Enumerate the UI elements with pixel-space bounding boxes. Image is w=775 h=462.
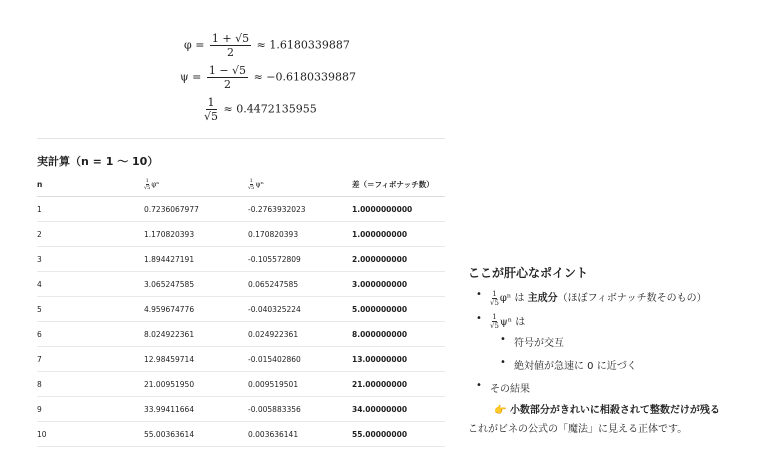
item1-frac-den: √5 — [490, 298, 499, 307]
inverse-sqrt5-formula — [202, 96, 317, 123]
cell-psi: -0.040325224 — [248, 297, 352, 322]
key-points-title: ここが肝心なポイント — [468, 266, 589, 280]
header-phi-frac-den: √5 — [144, 184, 151, 191]
table-row — [37, 372, 445, 397]
item1-bold: 主成分 — [527, 293, 558, 304]
phi-formula — [184, 32, 350, 59]
item2-fraction — [490, 313, 499, 330]
table-row — [37, 322, 445, 347]
cell-n: 6 — [37, 322, 144, 347]
cell-psi: -0.2763932023 — [248, 197, 352, 222]
table-row — [37, 222, 445, 247]
inverse-value: ≈ 0.4472135955 — [223, 102, 317, 116]
item2-term: ψⁿ — [499, 316, 513, 328]
cell-n: 7 — [37, 347, 144, 372]
table-body — [37, 197, 445, 447]
cell-psi: 0.170820393 — [248, 222, 352, 247]
phi-value: ≈ 1.6180339887 — [256, 38, 350, 52]
cell-psi: -0.005883356 — [248, 397, 352, 422]
header-psi-term — [248, 172, 352, 197]
cell-phi: 1.170820393 — [144, 222, 248, 247]
psi-formula — [180, 64, 356, 91]
psi-fraction — [207, 64, 248, 91]
header-difference: 差（＝フィボナッチ数） — [352, 172, 445, 197]
inverse-numerator: 1 — [207, 96, 215, 109]
cell-psi: 0.009519501 — [248, 372, 352, 397]
table-header-row — [37, 172, 445, 197]
header-psi-power: ψⁿ — [255, 180, 264, 188]
cell-diff: 13.00000000 — [352, 347, 445, 372]
item1-note: （ほぼフィボナッチ数そのもの） — [557, 293, 707, 304]
cell-n: 10 — [37, 422, 144, 447]
key-points-list — [468, 289, 768, 395]
phi-fraction — [210, 32, 251, 59]
cell-diff: 55.00000000 — [352, 422, 445, 447]
cell-n: 1 — [37, 197, 144, 222]
item1-fraction — [490, 290, 499, 307]
cell-psi: 0.003636141 — [248, 422, 352, 447]
item1-term: φⁿ — [499, 293, 512, 304]
item2-sublist — [490, 334, 768, 372]
cell-n: 9 — [37, 397, 144, 422]
cell-diff: 3.000000000 — [352, 272, 445, 297]
inverse-denominator: √5 — [204, 110, 219, 123]
table-row — [37, 422, 445, 447]
cell-phi: 0.7236067977 — [144, 197, 248, 222]
cell-diff: 5.000000000 — [352, 297, 445, 322]
cell-diff: 1.000000000 — [352, 222, 445, 247]
header-psi-frac-num: 1 — [249, 177, 253, 184]
cell-psi: 0.024922361 — [248, 322, 352, 347]
header-n: n — [37, 172, 144, 197]
header-psi-frac-den: √5 — [248, 184, 255, 191]
phi-lhs: φ = — [184, 38, 205, 52]
item2-frac-num: • 1 — [492, 313, 497, 321]
table-row — [37, 247, 445, 272]
table-row — [37, 397, 445, 422]
cell-n: 2 — [37, 222, 144, 247]
phi-numerator: 1 + √5 — [211, 32, 250, 45]
psi-numerator: 1 − √5 — [208, 64, 247, 77]
closing-sentence: これがビネの公式の「魔法」に見える正体です。 — [468, 424, 688, 435]
cell-n: 5 — [37, 297, 144, 322]
cell-diff: 1.0000000000 — [352, 197, 445, 222]
item2-frac-den: √5 — [490, 322, 499, 330]
table-row — [37, 347, 445, 372]
sub-list-item: • 絶対値が急速に 0 に近づく — [490, 357, 768, 372]
header-phi-fraction — [144, 178, 150, 191]
cell-phi: 3.065247585 — [144, 272, 248, 297]
header-phi-power: φⁿ — [151, 180, 160, 188]
cell-psi: -0.015402860 — [248, 347, 352, 372]
cell-phi: 8.024922361 — [144, 322, 248, 347]
result-highlight — [494, 401, 768, 416]
key-points-panel — [468, 264, 768, 416]
header-phi-frac-num: 1 — [145, 177, 149, 184]
cell-n: 8 — [37, 372, 144, 397]
table-row — [37, 272, 445, 297]
section-divider — [37, 138, 445, 139]
cell-n: 3 — [37, 247, 144, 272]
cell-psi: -0.105572809 — [248, 247, 352, 272]
cell-phi: 55.00363614 — [144, 422, 248, 447]
list-item: • その結果 — [468, 380, 768, 395]
header-psi-fraction — [248, 178, 254, 191]
cell-phi: 33.99411664 — [144, 397, 248, 422]
list-item — [468, 313, 768, 373]
cell-n: 4 — [37, 272, 144, 297]
cell-phi: 21.00951950 — [144, 372, 248, 397]
cell-phi: 12.98459714 — [144, 347, 248, 372]
calculation-table — [37, 172, 445, 447]
item1-is: は — [514, 293, 525, 304]
highlight-text: 小数部分がきれいに相殺されて整数だけが残る — [509, 405, 720, 416]
cell-diff: 8.000000000 — [352, 322, 445, 347]
list-item — [468, 289, 768, 307]
table-row — [37, 297, 445, 322]
section-title: 実計算（n = 1 〜 10） — [37, 155, 159, 168]
psi-lhs: ψ = — [180, 70, 202, 84]
sub-list-item: • 符号が交互 — [490, 334, 768, 349]
cell-diff: 21.00000000 — [352, 372, 445, 397]
table-row — [37, 197, 445, 222]
item1-frac-num: • 1 — [492, 289, 497, 298]
pointing-hand-icon: 👉 — [494, 405, 507, 416]
psi-denominator: 2 — [223, 78, 231, 91]
cell-diff: 34.00000000 — [352, 397, 445, 422]
cell-phi: 4.959674776 — [144, 297, 248, 322]
header-phi-term — [144, 172, 248, 197]
item2-is: は — [515, 316, 526, 328]
cell-psi: 0.065247585 — [248, 272, 352, 297]
psi-value: ≈ −0.6180339887 — [253, 70, 356, 84]
phi-denominator: 2 — [227, 46, 235, 59]
inverse-sqrt5-fraction — [204, 96, 218, 123]
cell-diff: 2.000000000 — [352, 247, 445, 272]
cell-phi: 1.894427191 — [144, 247, 248, 272]
